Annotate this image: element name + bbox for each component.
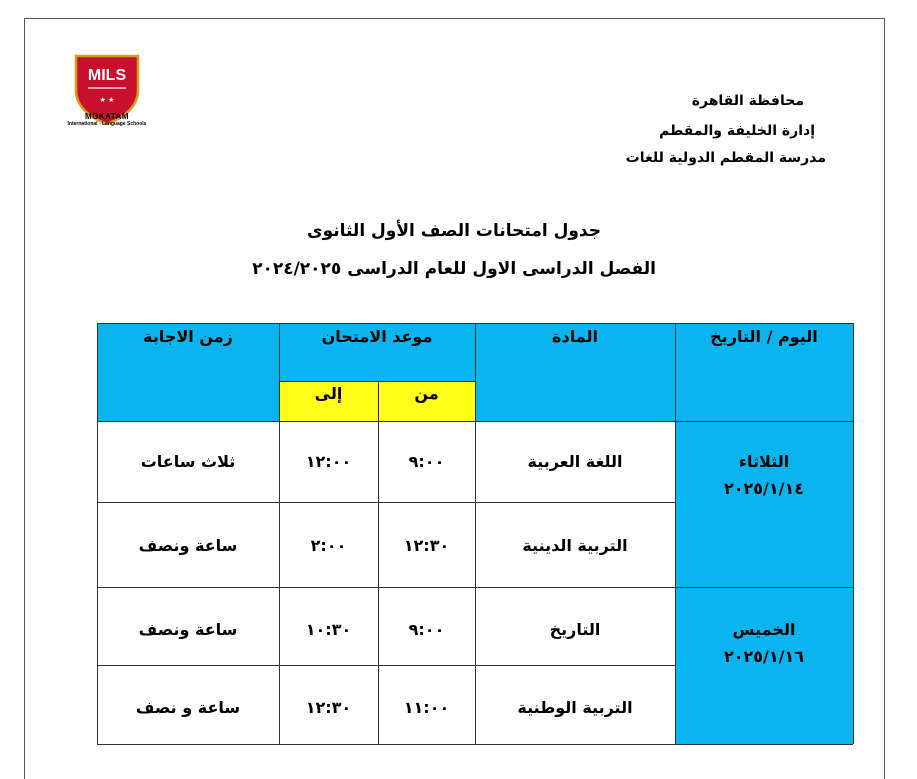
page-subtitle: الفصل الدراسى الاول للعام الدراسى ٢٠٢٤/٢٠٢٥ [252,259,656,279]
table-line [97,502,675,503]
row-from: ٩:٠٠ [408,620,445,639]
row-duration: ساعة ونصف [138,536,238,555]
logo-tagline: International - Language Schools [67,121,147,127]
governorate-label: محافظة القاهرة [691,93,804,109]
day-name: الثلاثاء [738,452,790,471]
row-from: ٩:٠٠ [408,452,445,471]
header-exam-time: موعد الامتحان [321,327,433,346]
page-border-top [24,18,884,19]
row-to: ١٢:٣٠ [305,698,352,717]
school-logo [64,50,150,142]
page-border-left [24,18,25,779]
row-to: ٢:٠٠ [310,536,347,555]
table-line [475,323,476,744]
day-cell-bg-1 [675,421,853,587]
row-from: ١١:٠٠ [403,698,450,717]
logo-brand: MILS [87,67,127,84]
administration-label: إدارة الخليفة والمقطم [659,123,815,139]
table-line [675,323,676,744]
page-border-right [884,18,885,779]
day-name: الخميس [732,620,796,639]
row-from: ١٢:٣٠ [403,536,450,555]
row-subject: التربية الوطنية [517,698,633,717]
table-line [853,323,854,744]
header-to: إلى [314,384,343,403]
header-from: من [414,384,439,403]
day-date: ٢٠٢٥/١/١٦ [723,647,805,666]
row-duration: ثلاث ساعات [140,452,236,471]
row-to: ١٠:٣٠ [305,620,352,639]
row-duration: ساعة ونصف [138,620,238,639]
table-line [97,744,853,745]
row-duration: ساعة و نصف [135,698,241,717]
table-line [279,381,475,382]
logo-stars-icon: ★ ★ [99,96,115,104]
row-subject: اللغة العربية [527,452,623,471]
table-line [97,323,98,744]
school-label: مدرسة المقطم الدولية للغات [625,150,826,166]
row-subject: التربية الدينية [522,536,628,555]
header-day-date: اليوم / التاريخ [710,327,818,346]
header-duration: زمن الاجابة [143,327,233,346]
day-date: ٢٠٢٥/١/١٤ [723,479,805,498]
table-line [97,665,675,666]
logo-subtitle: MOKATAM [84,112,130,121]
page-title: جدول امتحانات الصف الأول الثانوى [306,221,601,241]
header-subject: المادة [552,327,598,346]
table-line [378,381,379,744]
row-subject: التاريخ [549,620,601,639]
row-to: ١٢:٠٠ [305,452,352,471]
